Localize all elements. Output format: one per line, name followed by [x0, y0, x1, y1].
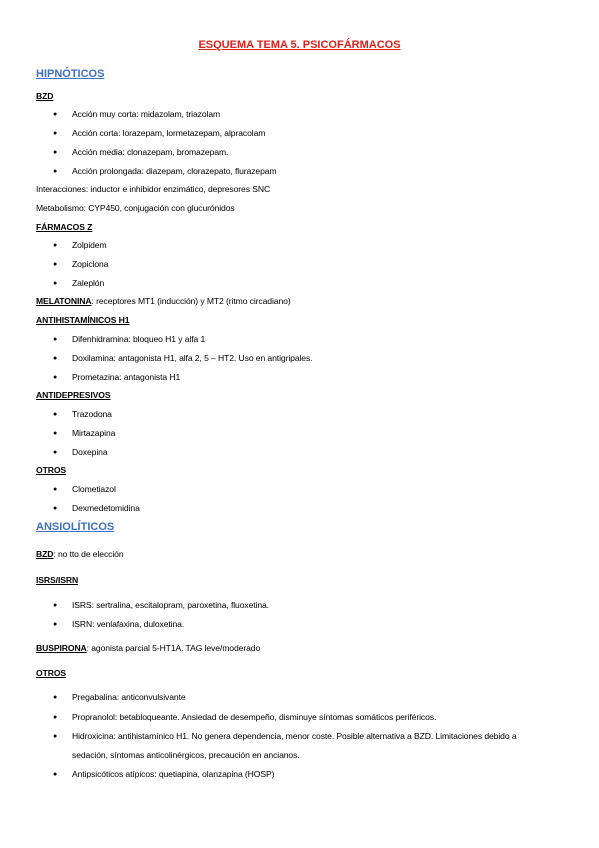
- list-item: Prometazina: antagonista H1: [72, 372, 181, 382]
- bullet: ●: [53, 733, 58, 740]
- bullet: ●: [53, 168, 58, 175]
- metabolismo-text: Metabolismo: CYP450, conjugación con glucurónidos: [36, 203, 235, 213]
- bullet: ●: [53, 149, 58, 156]
- list-item: Doxilamina: antagonista H1, alfa 2, 5 – HT2. Uso en antigripales.: [72, 353, 313, 363]
- buspirona-label: BUSPIRONA: [36, 643, 87, 653]
- list-item: Acción corta: lorazepam, lormetazepam, alpracolam: [72, 128, 266, 138]
- list-item: Doxepina: [72, 447, 108, 457]
- bullet: ●: [53, 130, 58, 137]
- bullet: ●: [53, 411, 58, 418]
- bullet: ●: [53, 430, 58, 437]
- buspirona-line: [36, 643, 260, 654]
- melatonina-label: MELATONINA: [36, 296, 92, 306]
- list-item-continuation: sedación, síntomas anticolinérgicos, precaución en ancianos.: [72, 750, 300, 760]
- bullet: ●: [53, 336, 58, 343]
- bullet: ●: [53, 694, 58, 701]
- buspirona-text: : agonista parcial 5-HT1A. TAG leve/moderado: [86, 643, 261, 653]
- list-item: Clometiazol: [72, 484, 116, 494]
- subheading-otros-ansioliticos: OTROS: [36, 668, 67, 678]
- bullet: ●: [53, 111, 58, 118]
- bullet: ●: [53, 486, 58, 493]
- bzd-label: BZD: [36, 549, 54, 559]
- list-item: Antipsicóticos atípicos: quetiapina, olanzapina (HOSP): [72, 769, 275, 779]
- melatonina-text: : receptores MT1 (inducción) y MT2 (ritmo circadiano): [91, 296, 291, 306]
- list-item: Acción prolongada: diazepam, clorazepato, flurazepam: [72, 166, 277, 176]
- subheading-farmacos-z: FÁRMACOS Z: [36, 222, 93, 232]
- bullet: ●: [53, 602, 58, 609]
- list-item: Propranolol: betabloqueante. Ansiedad de desempeño, disminuye síntomas somáticos periféricos.: [72, 712, 437, 722]
- bullet: ●: [53, 449, 58, 456]
- list-item: Pregabalina: anticonvulsivante: [72, 692, 186, 702]
- list-item: Mirtazapina: [72, 428, 116, 438]
- ansioliticos-bzd-line: [36, 549, 124, 560]
- bullet: ●: [53, 621, 58, 628]
- list-item: Acción media: clonazepam, bromazepam.: [72, 147, 229, 157]
- subheading-otros: OTROS: [36, 465, 67, 475]
- bullet: ●: [53, 374, 58, 381]
- bullet: ●: [53, 355, 58, 362]
- section-heading-ansioliticos: ANSIOLÍTICOS: [36, 521, 115, 533]
- list-item: ISRS: sertralina, escitalopram, paroxetina, fluoxetina.: [72, 600, 270, 610]
- bullet: ●: [53, 771, 58, 778]
- list-item: ISRN: venlafaxina, duloxetina.: [72, 619, 185, 629]
- list-item: Hidroxicina: antihistamínico H1. No genera dependencia, menor coste. Posible alternativa a BZD. Limitaciones debido a: [72, 731, 517, 741]
- bzd-text: : no tto de elección: [53, 549, 124, 559]
- bullet: ●: [53, 714, 58, 721]
- list-item: Dexmedetomidina: [72, 503, 140, 513]
- list-item: Trazodona: [72, 409, 112, 419]
- list-item: Zopiclona: [72, 259, 109, 269]
- list-item: Zaleplón: [72, 278, 105, 288]
- melatonina-line: [36, 296, 291, 307]
- interacciones-text: Interacciones: inductor e inhibidor enzimático, depresores SNC: [36, 184, 271, 194]
- subheading-bzd: BZD: [36, 91, 54, 101]
- section-heading-hipnoticos: HIPNÓTICOS: [36, 68, 105, 80]
- bullet: ●: [53, 505, 58, 512]
- bullet: ●: [53, 261, 58, 268]
- bullet: ●: [53, 242, 58, 249]
- subheading-antihistaminicos: ANTIHISTAMÍNICOS H1: [36, 315, 130, 325]
- subheading-antidepresivos: ANTIDEPRESIVOS: [36, 390, 111, 400]
- list-item: Difenhidramina: bloqueo H1 y alfa 1: [72, 334, 206, 344]
- list-item: Zolpidem: [72, 240, 107, 250]
- subheading-isrs-isrn: ISRS/ISRN: [36, 575, 79, 585]
- bullet: ●: [53, 280, 58, 287]
- document-title: ESQUEMA TEMA 5. PSICOFÁRMACOS: [198, 39, 401, 51]
- list-item: Acción muy corta: midazolam, triazolam: [72, 109, 221, 119]
